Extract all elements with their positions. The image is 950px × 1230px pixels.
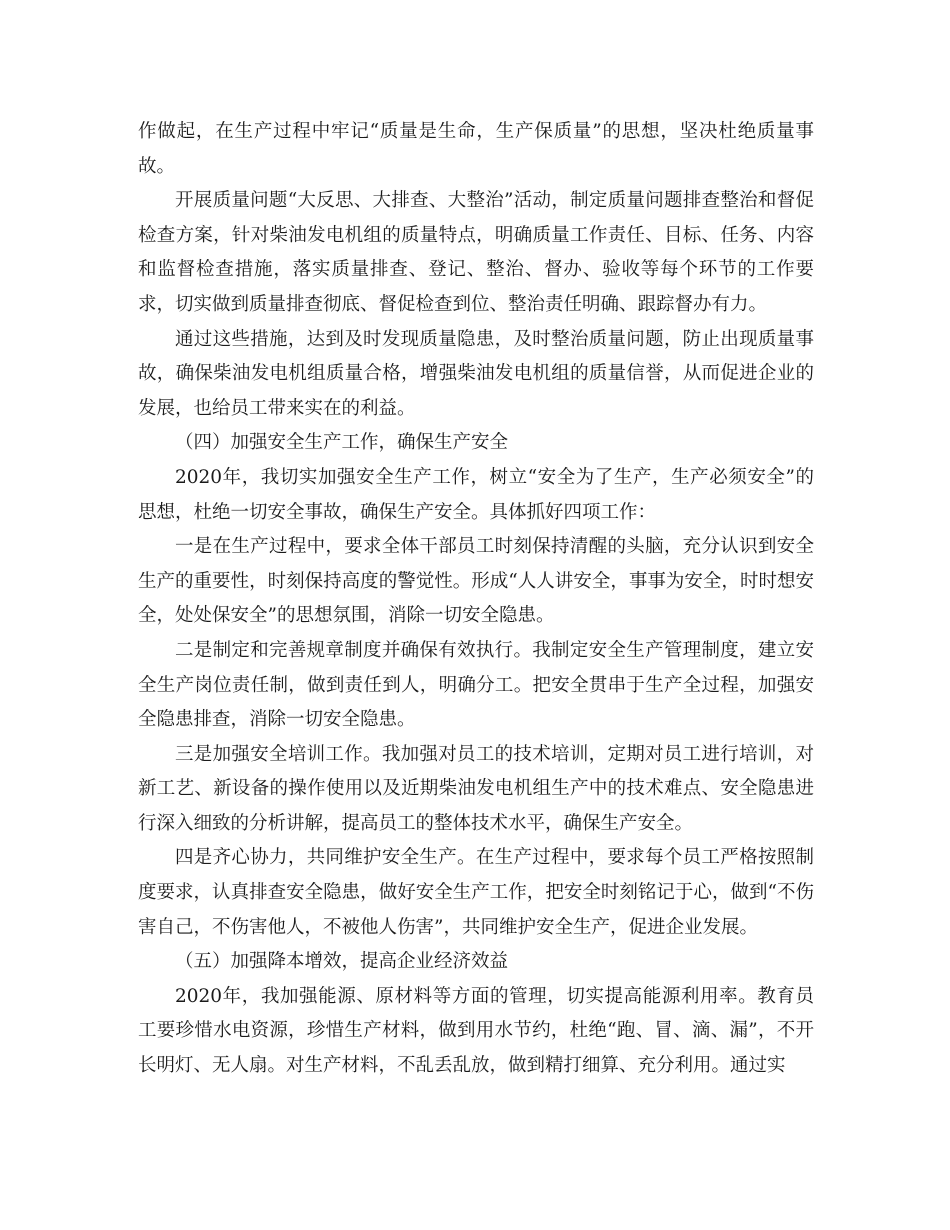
section-heading-cost: （五）加强降本增效，提高企业经济效益 (175, 951, 509, 973)
paragraph-safety-point-4: 四是齐心协力，共同维护安全生产。在生产过程中，要求每个员工严格按照制度要求，认真排查安全隐患，做好安全生产工作，把安全时刻铭记于心，做到“不伤害自己，不伤害他人，不被他人伤害”，共同维护安全生产，促进企业发展。 (138, 847, 814, 938)
document-body (138, 115, 814, 1084)
section-heading-safety: （四）加强安全生产工作，确保生产安全 (175, 432, 509, 454)
paragraph-quality-campaign: 开展质量问题“大反思、大排查、大整治”活动，制定质量问题排查整治和督促检查方案，针对柴油发电机组的质量特点，明确质量工作责任、目标、任务、内容和监督检查措施，落实质量排查、登记、整治、督办、验收等每个环节的工作要求，切实做到质量排查彻底、督促检查到位、整治责任明确、跟踪督办有力。 (138, 190, 814, 315)
paragraph-continuation: 作做起，在生产过程中牢记“质量是生命，生产保质量”的思想，坚决杜绝质量事故。 (138, 121, 814, 177)
paragraph-safety-point-2: 二是制定和完善规章制度并确保有效执行。我制定安全生产管理制度，建立安全生产岗位责任制，做到责任到人，明确分工。把安全贯串于生产全过程，加强安全隐患排查，消除一切安全隐患。 (138, 639, 814, 731)
paragraph-safety-intro: 2020年，我切实加强安全生产工作，树立“安全为了生产，生产必须安全”的思想，杜绝一切安全事故，确保生产安全。具体抓好四项工作： (138, 466, 814, 523)
paragraph-safety-point-1: 一是在生产过程中，要求全体干部员工时刻保持清醒的头脑，充分认识到安全生产的重要性，时刻保持高度的警觉性。形成“人人讲安全，事事为安全，时时想安全，处处保安全”的思想氛围，消除一切安全隐患。 (138, 536, 814, 627)
paragraph-cost-intro: 2020年，我加强能源、原材料等方面的管理，切实提高能源利用率。教育员工要珍惜水电资源，珍惜生产材料，做到用水节约，杜绝“跑、冒、滴、漏”，不开长明灯、无人扇。对生产材料，不乱丢乱放，做到精打细算、充分利用。通过实 (138, 985, 814, 1077)
paragraph-quality-results: 通过这些措施，达到及时发现质量隐患，及时整治质量问题，防止出现质量事故，确保柴油发电机组质量合格，增强柴油发电机组的质量信誉，从而促进企业的发展，也给员工带来实在的利益。 (138, 328, 814, 419)
paragraph-safety-point-3: 三是加强安全培训工作。我加强对员工的技术培训，定期对员工进行培训，对新工艺、新设备的操作使用以及近期柴油发电机组生产中的技术难点、安全隐患进行深入细致的分析讲解，提高员工的整体技术水平，确保生产安全。 (138, 743, 814, 834)
